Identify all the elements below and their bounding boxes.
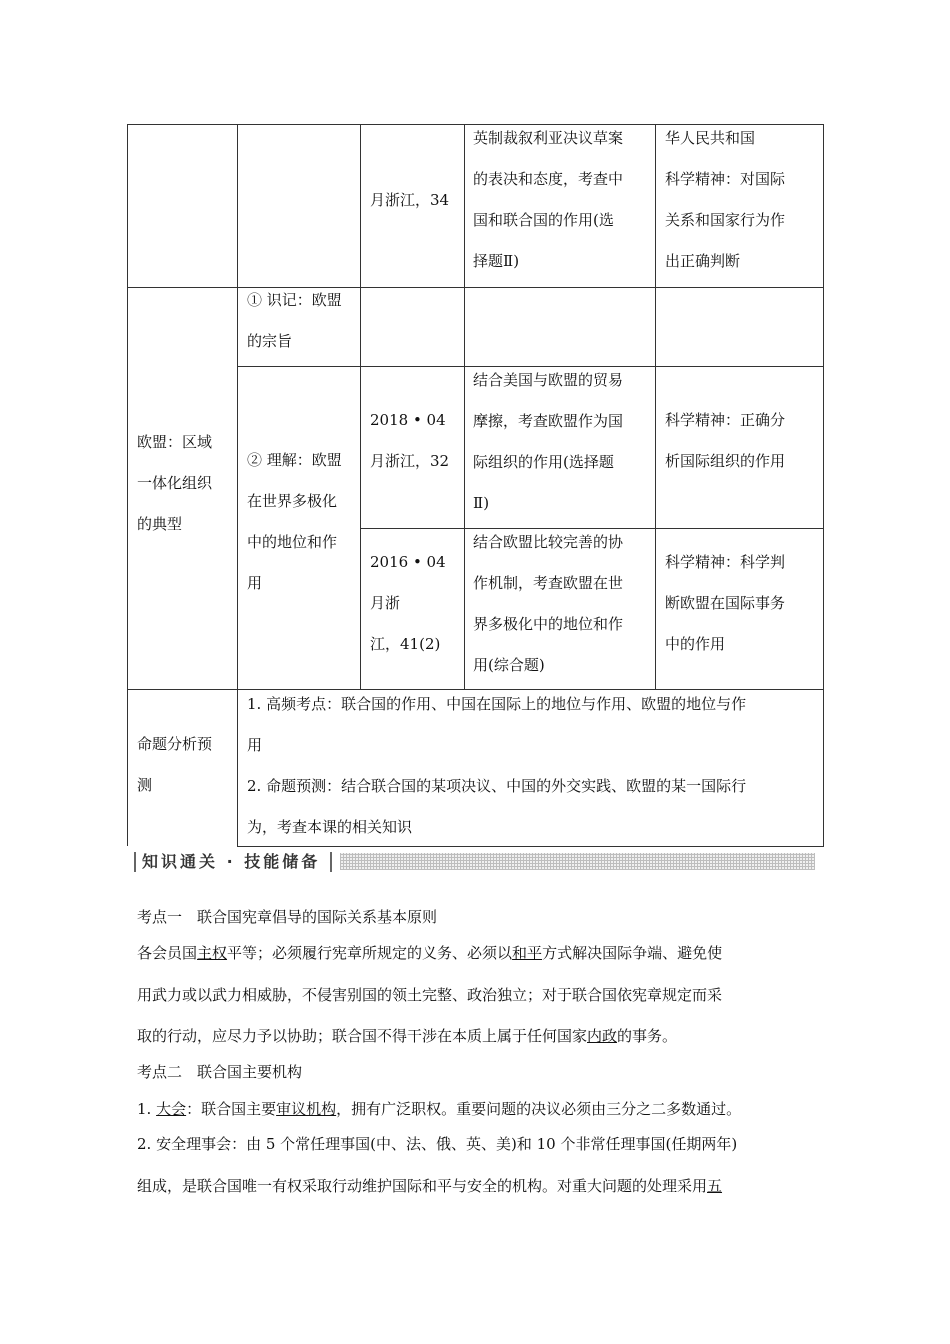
table-col-divider (237, 124, 238, 847)
table-col-divider (655, 124, 656, 689)
underlined-term: 五 (707, 1177, 723, 1195)
banner-bar-right (330, 852, 332, 872)
table-col-divider (360, 124, 361, 689)
point-two-title: 考点二 联合国主要机构 (137, 1063, 303, 1081)
underlined-term: 和平 (512, 944, 543, 962)
point-one-title: 考点一 联合国宪章倡导的国际关系基本原则 (137, 908, 438, 926)
literacy-cell: 科学精神：正确分 析国际组织的作用 (665, 411, 786, 470)
banner-pattern (340, 853, 815, 870)
underlined-term: 内政 (587, 1027, 618, 1045)
underlined-term: 大会 (156, 1100, 187, 1118)
point-two-line: 2. 安全理事会：由 5 个常任理事国(中、法、俄、英、美)和 10 个非常任理事国(任期两年) (137, 1135, 738, 1153)
exam-content-cell: 结合欧盟比较完善的协 作机制，考查欧盟在世 界多极化中的地位和作 用(综合题) (473, 533, 624, 674)
exam-time-cell: 月浙江，34 (370, 191, 450, 209)
underlined-term: 审议机构 (276, 1100, 337, 1118)
section-banner (130, 850, 815, 874)
forecast-label-cell: 命题分析预 测 (137, 735, 213, 794)
requirement-cell: ② 理解：欧盟 在世界多极化 中的地位和作 用 (247, 451, 342, 592)
exam-content-cell: 英制裁叙利亚决议草案 的表决和态度，考查中 国和联合国的作用(选 择题Ⅱ) (473, 129, 624, 270)
table-row-divider (127, 287, 824, 288)
banner-bar-left (134, 852, 136, 872)
table-col-divider (464, 124, 465, 689)
literacy-cell: 华人民共和国 科学精神：对国际 关系和国家行为作 出正确判断 (665, 129, 786, 270)
point-two-line: 组成，是联合国唯一有权采取行动维护国际和平与安全的机构。对重大问题的处理采用五 (137, 1177, 723, 1195)
underlined-term: 主权 (197, 944, 228, 962)
requirement-cell: ① 识记：欧盟 的宗旨 (247, 291, 342, 350)
topic-cell: 欧盟：区域 一体化组织 的典型 (137, 433, 213, 533)
section-banner-title: 知识通关 · 技能储备 (142, 852, 321, 871)
exam-time-cell: 2018 • 04 月浙江，32 (370, 411, 450, 470)
exam-content-cell: 结合美国与欧盟的贸易 摩擦，考查欧盟作为国 际组织的作用(选择题 Ⅱ) (473, 371, 624, 512)
forecast-content-cell: 1. 高频考点：联合国的作用、中国在国际上的地位与作用、欧盟的地位与作 用 2. 命题预测：结合联合国的某项决议、中国的外交实践、欧盟的某一国际行 为，考查本课的相关知识 (247, 695, 747, 836)
point-one-line: 取的行动，应尽力予以协助；联合国不得干涉在本质上属于任何国家内政的事务。 (137, 1027, 678, 1045)
point-one-line: 各会员国主权平等；必须履行宪章所规定的义务、必须以和平方式解决国际争端、避免使 (137, 944, 723, 962)
point-two-line: 1. 大会：联合国主要审议机构，拥有广泛职权。重要问题的决议必须由三分之二多数通过。 (137, 1100, 742, 1118)
exam-time-cell: 2016 • 04 月浙 江，41(2) (370, 553, 446, 653)
literacy-cell: 科学精神：科学判 断欧盟在国际事务 中的作用 (665, 553, 786, 653)
point-one-line: 用武力或以武力相威胁，不侵害别国的领土完整、政治独立；对于联合国依宪章规定而采 (137, 986, 723, 1004)
table-border-left (127, 124, 128, 846)
table-border-right (823, 124, 824, 847)
